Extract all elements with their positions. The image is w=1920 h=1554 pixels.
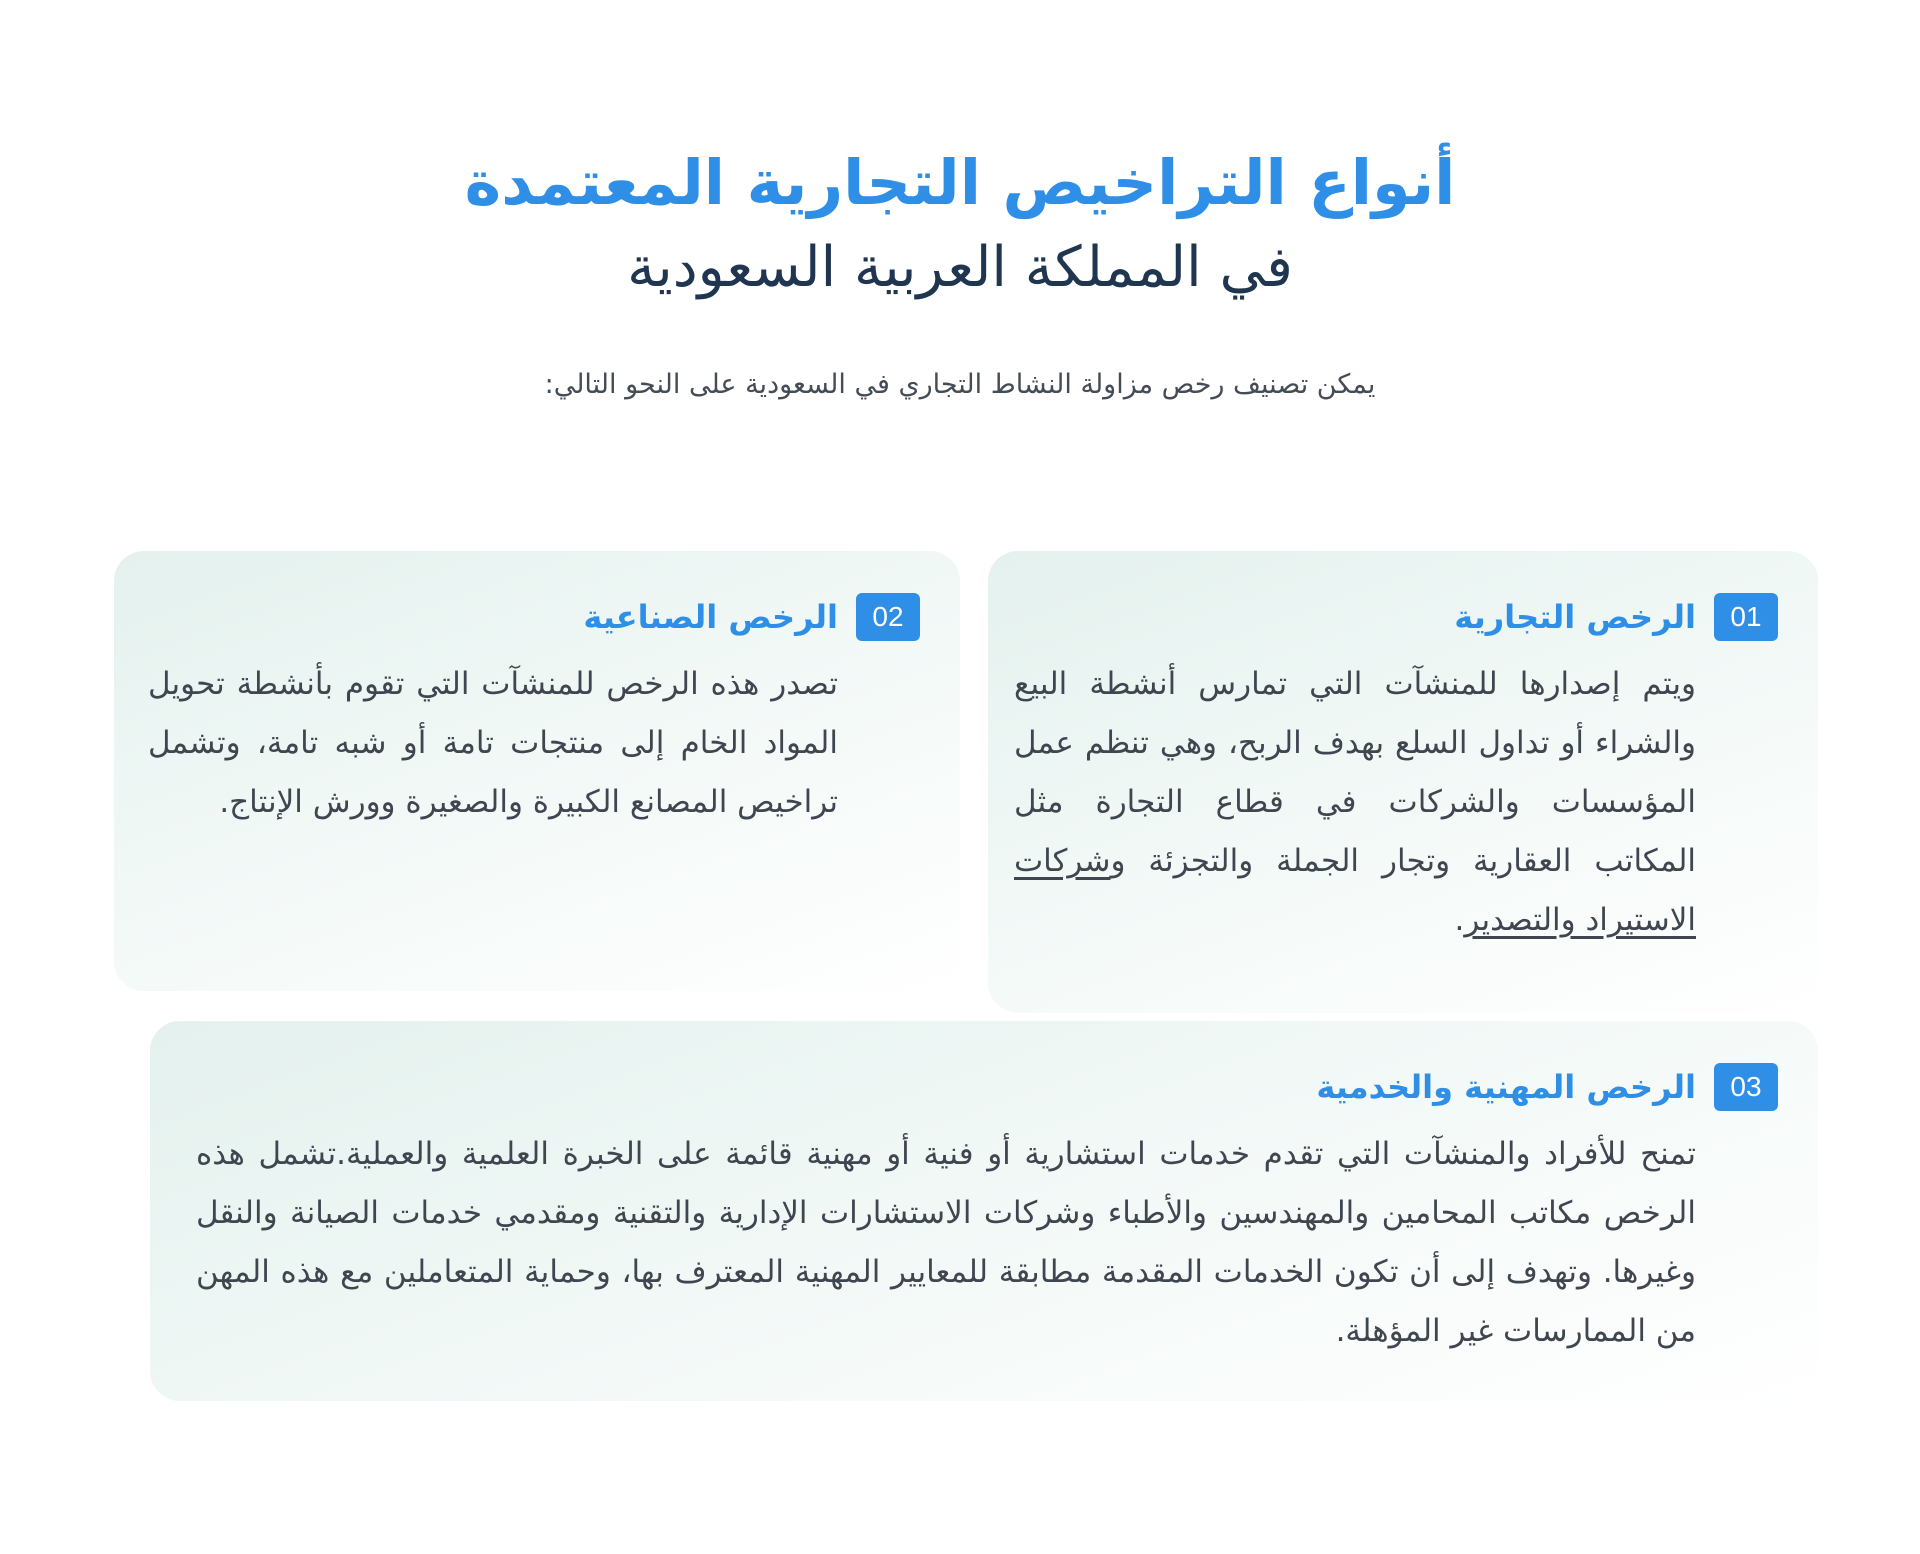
card-body: تصدر هذه الرخص للمنشآت التي تقوم بأنشطة تحويل المواد الخام إلى منتجات تامة أو شبه تامة، وتشمل تراخيص المصانع الكبيرة والصغيرة وورش الإنتاج. (148, 666, 838, 820)
license-card-commercial (988, 551, 1818, 1013)
card-header (1316, 1063, 1778, 1111)
card-title: الرخص التجارية (1454, 598, 1696, 636)
card-body-end: . (1454, 902, 1465, 938)
card-title: الرخص المهنية والخدمية (1316, 1068, 1696, 1106)
number-badge: 02 (856, 593, 920, 641)
page-title: أنواع التراخيص التجارية المعتمدة (464, 146, 1456, 219)
card-title: الرخص الصناعية (583, 598, 838, 636)
card-header (1454, 593, 1778, 641)
intro-text: يمكن تصنيف رخص مزاولة النشاط التجاري في السعودية على النحو التالي: (544, 369, 1376, 400)
page-subtitle: في المملكة العربية السعودية (627, 235, 1293, 300)
number-badge: 03 (1714, 1063, 1778, 1111)
card-body (1014, 655, 1696, 950)
license-card-industrial (114, 551, 960, 991)
import-export-link[interactable]: شركات الاستيراد والتصدير (1014, 843, 1696, 938)
card-body: تمنح للأفراد والمنشآت التي تقدم خدمات استشارية أو فنية أو مهنية قائمة على الخبرة العلمية والعملية.تشمل هذه الرخص مكاتب المحامين والمهندسين والأطباء وشركات الاستشارات الإدارية والتقنية ومقدمي خدمات الصيانة والنقل وغيرها. وتهدف إلى أن تكون الخدمات المقدمة مطابقة للمعايير المهنية المعترف بها، وحماية المتعاملين مع هذه المهن من الممارسات غير المؤهلة. (196, 1136, 1696, 1349)
card-body-text: ويتم إصدارها للمنشآت التي تمارس أنشطة البيع والشراء أو تداول السلع بهدف الربح، وهي تنظم عمل المؤسسات والشركات في قطاع التجارة مثل المكاتب العقارية وتجار الجملة والتجزئة و (1014, 666, 1696, 879)
card-header (583, 593, 920, 641)
license-card-professional (150, 1021, 1818, 1401)
number-badge: 01 (1714, 593, 1778, 641)
